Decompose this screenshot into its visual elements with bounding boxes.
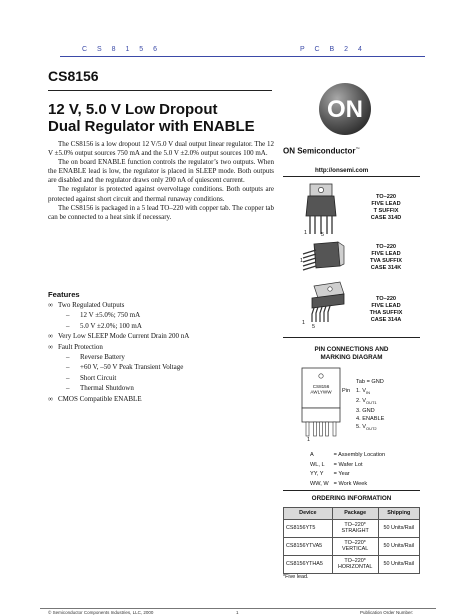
url-divider <box>283 176 420 177</box>
table-row <box>284 519 420 537</box>
pin-subscript: OUT1 <box>365 400 377 406</box>
ordering-heading: ORDERING INFORMATION <box>311 495 392 502</box>
package-line: TO–220 <box>375 244 397 250</box>
pin-subscript: IN <box>365 390 370 396</box>
description-paragraph: The regulator is protected against overvoltage conditions. Both outputs are protected against short circuit and thermal runaway conditions. <box>48 185 274 203</box>
package-vertical-drawing <box>300 240 348 274</box>
pin-name: V <box>362 424 366 431</box>
package-line: TO–220* <box>344 539 366 546</box>
dash-icon: – <box>66 384 70 393</box>
header-left-text: C S 8 1 5 6 <box>82 46 162 53</box>
package-cell <box>332 537 378 555</box>
tab-label: Tab = GND <box>356 379 384 385</box>
website-url: http://onsemi.com <box>315 167 369 174</box>
device-cell: CS8156YT5 <box>284 519 333 537</box>
feature-subitem-text: 5.0 V ±2.0%; 100 mA <box>80 321 142 330</box>
pin-section-divider <box>283 337 420 338</box>
pin-list-row <box>342 423 384 433</box>
footer-publication: Publication Order Number: <box>360 610 414 615</box>
feature-subitem-text: Short Circuit <box>80 373 117 382</box>
legend-row <box>310 452 388 460</box>
footer-page-number: 1 <box>236 610 239 615</box>
table-row <box>284 537 420 555</box>
pin-number: 3. <box>356 408 361 415</box>
pin-5-label: 5 <box>312 324 315 330</box>
pin-name: V <box>362 388 366 394</box>
heading-line: MARKING DIAGRAM <box>320 354 383 361</box>
table-header-row <box>284 508 420 520</box>
footer-rule <box>40 608 436 609</box>
header-right-text: P C B 2 4 <box>300 46 366 53</box>
package-line: STRAIGHT <box>341 528 369 534</box>
feature-subitem-text: Reverse Battery <box>80 353 125 362</box>
shipping-cell: 50 Units/Rail <box>378 519 419 537</box>
package-cell <box>332 519 378 537</box>
part-number: CS8156 <box>48 68 99 84</box>
features-list <box>48 300 278 404</box>
column-header-package: Package <box>332 508 378 520</box>
package-line: FIVE LEAD <box>371 201 401 207</box>
feature-text: CMOS Compatible ENABLE <box>58 394 142 403</box>
dash-icon: – <box>66 353 70 362</box>
column-header-device: Device <box>284 508 333 520</box>
pin-number: 4. <box>356 416 361 423</box>
feature-text: Very Low SLEEP Mode Current Drain 200 nA <box>58 332 190 341</box>
bullet-icon: ∞ <box>48 332 53 341</box>
package-line: TO–220* <box>344 557 366 564</box>
footer-copyright: © Semiconductor Components Industries, LLC, 2000 <box>48 610 154 615</box>
package-cell <box>332 555 378 573</box>
header-rule <box>60 56 425 57</box>
package-line: CASE 314A <box>370 317 402 323</box>
legend-row <box>310 481 388 489</box>
pin-number: 5. <box>356 424 361 431</box>
bullet-icon: ∞ <box>48 301 53 309</box>
dash-icon: – <box>66 373 70 382</box>
marking-line-1: CS8156 <box>312 384 330 389</box>
legend-code: WL, L <box>310 461 325 468</box>
feature-item <box>48 342 278 352</box>
device-cell: CS8156YTVA5 <box>284 537 333 555</box>
brand-text: ON Semiconductor <box>283 146 356 156</box>
legend-meaning: = Work Week <box>333 480 368 487</box>
feature-subitem <box>48 321 278 331</box>
legend-meaning: = Assembly Location <box>333 452 386 458</box>
feature-item <box>48 300 278 310</box>
description-paragraph: The CS8156 is packaged in a 5 lead TO–220 with copper tab. The copper tab can be connected to a heat sink if necessary. <box>48 203 274 221</box>
feature-item <box>48 394 278 404</box>
legend-code: YY, Y <box>310 471 324 478</box>
pin-1-label: 1 <box>300 258 303 264</box>
pin-5-label: 5 <box>321 232 324 238</box>
pin-1-label: 1 <box>302 320 305 326</box>
marking-legend <box>308 450 390 490</box>
feature-item <box>48 331 278 341</box>
on-logo <box>318 82 372 136</box>
package-line: THA SUFFIX <box>369 310 403 316</box>
legend-row <box>310 471 388 479</box>
table-row <box>284 555 420 573</box>
legend-row <box>310 462 388 470</box>
description-paragraph: The on board ENABLE function controls the regulator’s two outputs. When the ENABLE lead is low, the regulator is placed in SLEEP mode. Both outputs are disabled and the regulator draws only 200 nA of quiescent current. <box>48 158 274 185</box>
pin-prefix: Pin <box>342 388 351 394</box>
heading-line: PIN CONNECTIONS AND <box>314 346 389 353</box>
dash-icon: – <box>66 311 70 320</box>
ordering-divider <box>283 490 420 491</box>
package-line: CASE 314K <box>370 265 402 271</box>
ordering-footnote: *Five lead. <box>283 574 309 580</box>
feature-subitem <box>48 310 278 320</box>
marking-pin-1-label: 1 <box>307 437 310 443</box>
bullet-icon: ∞ <box>48 394 53 403</box>
package-line: FIVE LEAD <box>371 303 401 309</box>
dash-icon: – <box>66 363 70 372</box>
package-line: FIVE LEAD <box>371 251 401 257</box>
trademark: ™ <box>355 146 360 151</box>
feature-subitem <box>48 352 278 362</box>
legend-code: A <box>310 452 314 458</box>
pin-subscript: OUT2 <box>365 426 377 432</box>
package-line: TO–220 <box>375 194 397 200</box>
column-header-shipping: Shipping <box>378 508 419 520</box>
features-heading: Features <box>48 290 80 299</box>
bullet-icon: ∞ <box>48 342 53 351</box>
feature-subitem <box>48 373 278 383</box>
package-t-label <box>356 194 416 222</box>
feature-subitem-text: 12 V ±5.0%; 750 mA <box>80 311 141 320</box>
dash-icon: – <box>66 321 70 330</box>
pin-list <box>342 387 384 433</box>
feature-subitem <box>48 383 278 393</box>
description-paragraph: The CS8156 is a low dropout 12 V/5.0 V dual output linear regulator. The 12 V ±5.0% output sources 750 mA and the 5.0 V ±2.0% output sources 100 mA. <box>48 140 274 158</box>
title-line-2: Dual Regulator with ENABLE <box>48 118 255 135</box>
title-divider <box>48 90 272 91</box>
package-horizontal-drawing <box>300 280 348 326</box>
pin-list-row <box>342 407 384 415</box>
feature-text: Fault Protection <box>58 342 103 351</box>
ordering-table <box>283 507 420 574</box>
package-line: TVA SUFFIX <box>369 258 402 264</box>
package-tva-label <box>356 244 416 272</box>
logo-text: ON <box>327 96 363 123</box>
title-line-1: 12 V, 5.0 V Low Dropout <box>48 101 218 118</box>
pin-list-row <box>342 397 384 407</box>
legend-meaning: = Year <box>333 471 350 478</box>
package-line: VERTICAL <box>342 546 369 552</box>
package-line: CASE 314D <box>370 215 402 221</box>
marking-line-2: AWLYWW <box>310 389 332 395</box>
shipping-cell: 50 Units/Rail <box>378 537 419 555</box>
package-line: HORIZONTAL <box>337 564 373 570</box>
package-line: TO–220* <box>344 521 366 528</box>
pin-number: 2. <box>356 398 361 405</box>
package-line: T SUFFIX <box>373 208 399 214</box>
package-tha-label <box>356 296 416 324</box>
feature-subitem <box>48 362 278 372</box>
pin-list-row <box>342 387 384 397</box>
pin-list-row <box>342 415 384 423</box>
legend-meaning: = Wafer Lot <box>333 461 363 468</box>
marking-diagram <box>298 366 344 446</box>
feature-text: Two Regulated Outputs <box>58 301 125 309</box>
device-cell: CS8156YTHA5 <box>284 555 333 573</box>
shipping-cell: 50 Units/Rail <box>378 555 419 573</box>
feature-subitem-text: Thermal Shutdown <box>80 384 134 393</box>
pin-number: 1. <box>356 388 361 394</box>
package-line: TO–220 <box>375 296 397 302</box>
pin-name: ENABLE <box>362 416 385 423</box>
brand-name <box>283 146 359 156</box>
feature-subitem-text: +60 V, –50 V Peak Transient Voltage <box>80 363 184 372</box>
page-title <box>48 101 278 135</box>
pin-1-label: 1 <box>304 230 307 236</box>
description <box>48 140 274 222</box>
pin-connections-heading <box>283 346 420 362</box>
pin-name: GND <box>362 408 375 415</box>
legend-code: WW, W <box>310 480 329 487</box>
pin-name: V <box>362 398 366 405</box>
